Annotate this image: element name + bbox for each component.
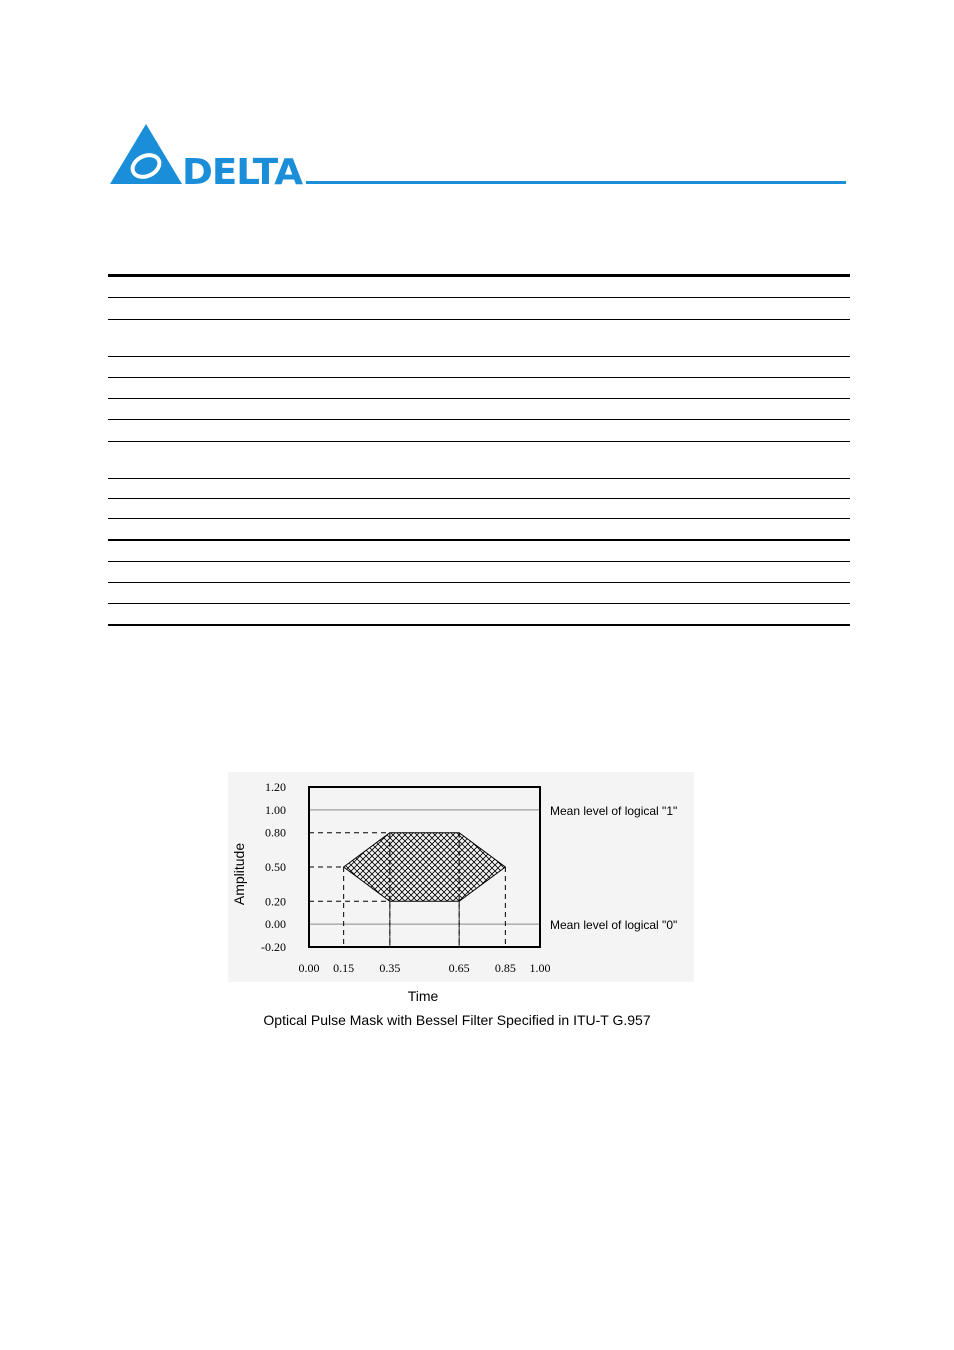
y-tick-label: -0.20 [261,940,286,954]
table-rule [108,398,850,399]
table-rule [108,624,850,626]
table-rule [108,539,850,541]
table-rule [108,419,850,420]
table-rule [108,478,850,479]
table-rule [108,297,850,298]
x-tick-label: 0.85 [494,961,516,975]
x-tick-label: 0.35 [379,961,401,975]
table-rule [108,582,850,583]
table-rule [108,518,850,519]
y-axis-label: Amplitude [231,842,247,906]
table-rule [108,498,850,499]
table-rule [108,356,850,357]
x-tick-label: 1.00 [529,961,551,975]
spec-table [108,274,850,628]
x-axis-label: Time [407,988,439,1004]
x-tick-label: 0.65 [448,961,470,975]
x-tick-label: 0.00 [298,961,320,975]
table-rule [108,603,850,604]
delta-logo [108,122,308,188]
y-tick-label: 0.80 [265,825,286,840]
logo-wordmark: DELTA [182,152,304,188]
y-tick-label: 0.00 [265,917,286,932]
table-rule [108,561,850,562]
table-rule [108,319,850,320]
table-rule [108,441,850,442]
figure-caption: Optical Pulse Mask with Bessel Filter Specified in ITU-T G.957 [263,1012,651,1028]
y-tick-label: 0.50 [265,860,286,874]
reference-line-label: Mean level of logical "0" [550,918,678,933]
reference-line-label: Mean level of logical "1" [550,803,678,818]
y-tick-label: 1.00 [265,802,286,817]
table-rule [108,274,850,277]
y-tick-label: 0.20 [265,894,286,909]
pulse-mask-figure [228,772,694,1036]
x-tick-label: 0.15 [333,961,355,975]
header-rule [306,181,846,184]
table-rule [108,377,850,378]
y-tick-label: 1.20 [265,780,286,794]
